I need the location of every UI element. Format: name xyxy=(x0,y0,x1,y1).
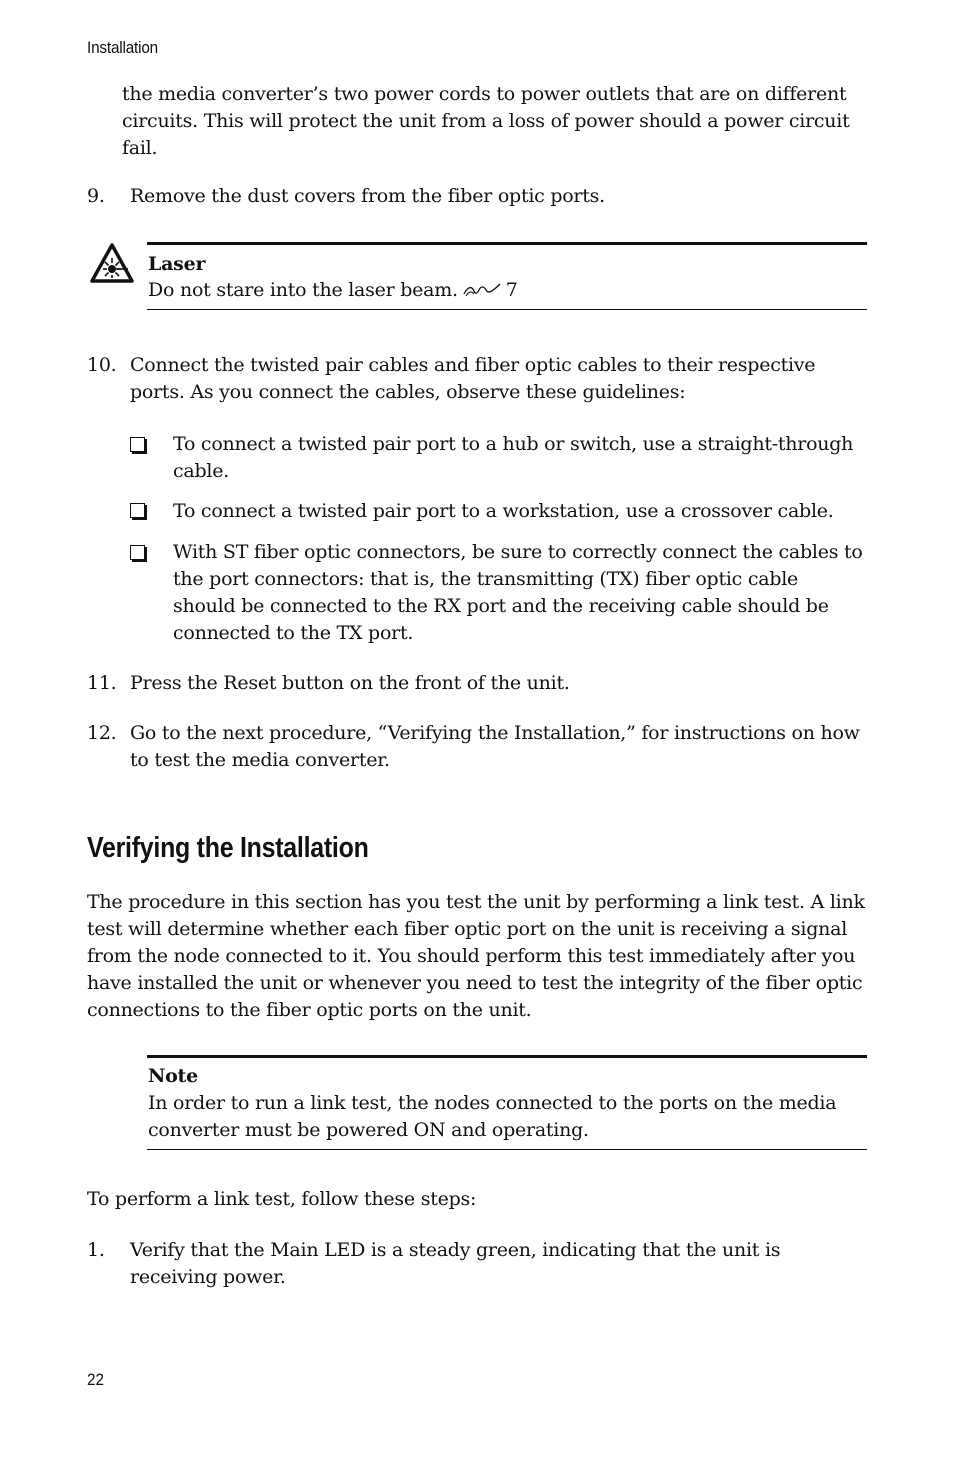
laser-box-text: Do not stare into the laser beam. xyxy=(148,279,458,301)
step-number: 11. xyxy=(87,672,117,694)
step-number: 1. xyxy=(87,1239,105,1261)
section-heading: Verifying the Installation xyxy=(87,832,369,864)
step-number: 9. xyxy=(87,185,105,207)
step-number: 10. xyxy=(87,354,117,376)
note-box-bottom-rule xyxy=(147,1149,867,1150)
page-number: 22 xyxy=(87,1370,105,1389)
step-text: Remove the dust covers from the fiber optic ports. xyxy=(130,185,605,207)
laser-warning-icon xyxy=(90,243,134,283)
note-title: Note xyxy=(148,1065,198,1087)
laser-box-ref-number: 7 xyxy=(505,279,518,301)
checkbox-bullet-icon xyxy=(130,545,145,560)
checkbox-bullet-icon xyxy=(130,437,145,452)
continuation-paragraph: the media converter’s two power cords to power outlets that are on different circuits. This will protect the unit from a loss of power should a power circuit fail. xyxy=(122,83,850,159)
laser-box-top-rule xyxy=(147,242,867,245)
checkbox-bullet-icon xyxy=(130,503,145,518)
laser-box-text-line xyxy=(148,277,863,304)
step-text: Go to the next procedure, “Verifying the Installation,” for instructions on how to test the media converter. xyxy=(130,722,860,771)
note-box-top-rule xyxy=(147,1055,867,1058)
laser-box-bottom-rule xyxy=(147,309,867,310)
pen-reference-icon xyxy=(462,282,502,298)
step-number: 12. xyxy=(87,722,117,744)
step-text: Press the Reset button on the front of the unit. xyxy=(130,672,570,694)
laser-box-title: Laser xyxy=(148,253,206,275)
note-text: In order to run a link test, the nodes connected to the ports on the media converter must be powered ON and operating. xyxy=(148,1092,837,1141)
procedure-lead: To perform a link test, follow these steps: xyxy=(87,1188,477,1210)
bullet-text: To connect a twisted pair port to a workstation, use a crossover cable. xyxy=(173,500,834,522)
step-text: Connect the twisted pair cables and fiber optic cables to their respective ports. As you connect the cables, observe these guidelines: xyxy=(130,354,816,403)
bullet-text: To connect a twisted pair port to a hub or switch, use a straight-through cable. xyxy=(173,433,854,482)
running-head: Installation xyxy=(87,38,158,57)
section-intro-paragraph: The procedure in this section has you test the unit by performing a link test. A link test will determine whether each fiber optic port on the unit is receiving a signal from the node connected to it. You should perform this test immediately after you have installed the unit or whenever you need to test the integrity of the fiber optic connections to the fiber optic ports on the unit. xyxy=(87,891,865,1021)
bullet-text: With ST fiber optic connectors, be sure to correctly connect the cables to the port connectors: that is, the transmitting (TX) fiber optic cable should be connected to the RX port and the receiving cable should be connected to the TX port. xyxy=(173,541,863,644)
step-text: Verify that the Main LED is a steady green, indicating that the unit is receiving power. xyxy=(130,1239,781,1288)
